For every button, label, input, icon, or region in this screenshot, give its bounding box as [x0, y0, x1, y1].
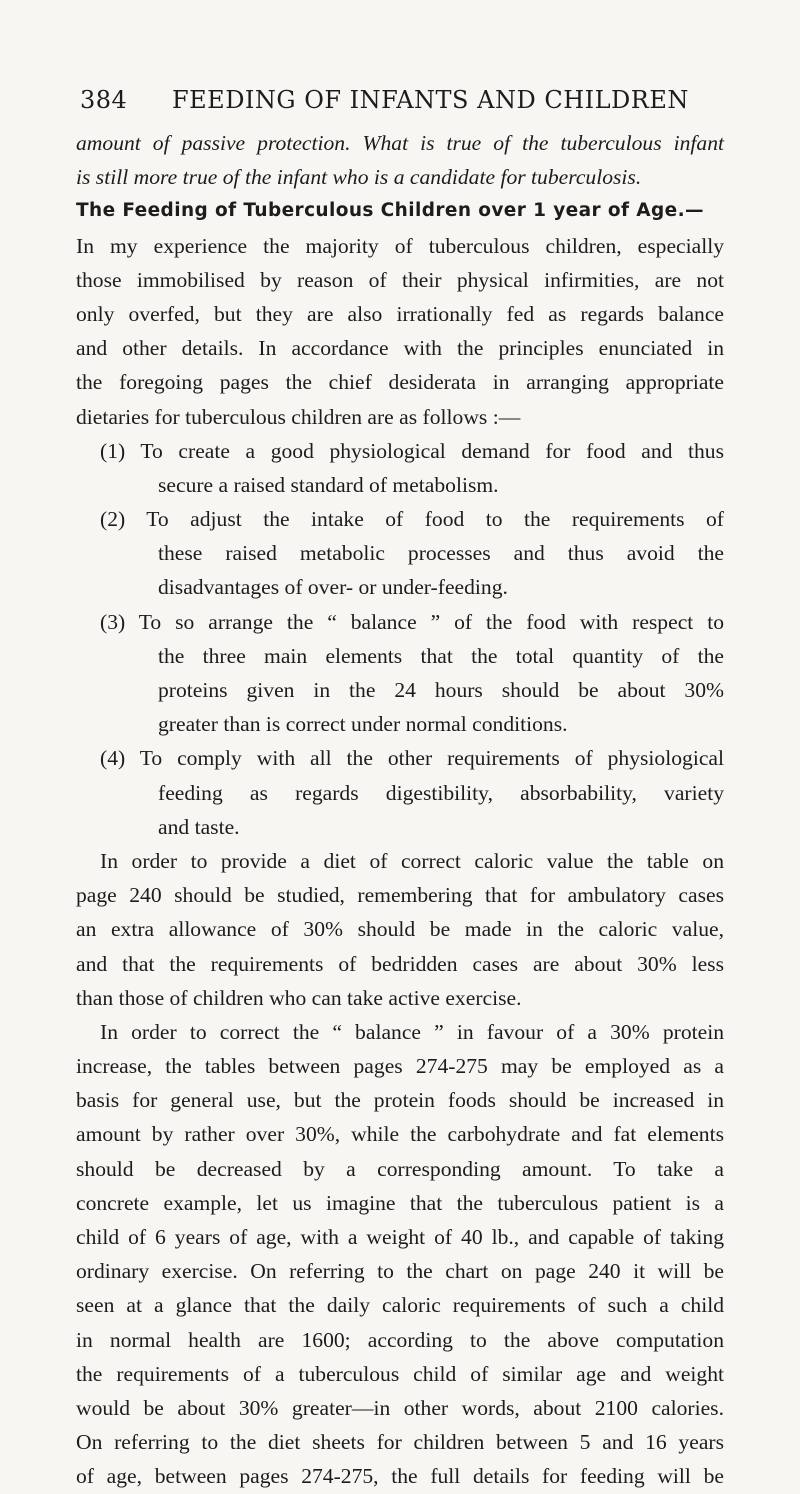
text-line: In order to provide a diet of correct caloric value the table on [100, 848, 724, 873]
text-line: and other details. In accordance with the principles enunciated in [76, 336, 724, 361]
text-line: dietaries for tuberculous children are as follows :— [76, 404, 521, 429]
text-line: would be about 30% greater—in other words, about 2100 calories. [76, 1395, 724, 1420]
page-header [80, 86, 720, 114]
list-item-2: (2) To adjust the intake of food to the requirements of [100, 507, 724, 532]
page-number: 384 [80, 86, 128, 114]
text-line: ordinary exercise. On referring to the chart on page 240 it will be [76, 1259, 724, 1284]
text-line: In my experience the majority of tuberculous children, especially [76, 233, 724, 258]
text-line: In order to correct the “ balance ” in favour of a 30% protein [100, 1019, 724, 1044]
text-line: amount of passive protection. What is true of the tuberculous infant [76, 131, 724, 155]
section-heading: The Feeding of Tuberculous Children over 1 year of Age.— [76, 200, 704, 222]
text-line: only overfed, but they are also irrationally fed as regards balance [76, 301, 724, 326]
text-line: On referring to the diet sheets for children between 5 and 16 years [76, 1430, 724, 1455]
text-line: the foregoing pages the chief desiderata in arranging appropriate [76, 370, 724, 395]
list-item-continuation: and taste. [158, 814, 240, 839]
text-line: increase, the tables between pages 274-275 may be employed as a [76, 1054, 724, 1079]
running-head: FEEDING OF INFANTS AND CHILDREN [172, 86, 689, 114]
text-line: an extra allowance of 30% should be made in the caloric value, [76, 917, 724, 942]
list-item-continuation: the three main elements that the total quantity of the [158, 643, 724, 668]
list-item-3: (3) To so arrange the “ balance ” of the food with respect to [100, 609, 724, 634]
list-item-1: (1) To create a good physiological demand for food and thus [100, 438, 724, 463]
list-item-continuation: secure a raised standard of metabolism. [158, 472, 499, 497]
text-line: than those of children who can take active exercise. [76, 985, 522, 1010]
list-item-4: (4) To comply with all the other requirements of physiological [100, 746, 724, 771]
text-line: child of 6 years of age, with a weight of 40 lb., and capable of taking [76, 1225, 724, 1249]
text-line: is still more true of the infant who is a candidate for tuberculosis. [76, 165, 642, 190]
list-item-continuation: these raised metabolic processes and thus avoid the [158, 541, 724, 566]
text-line: the requirements of a tuberculous child of similar age and weight [76, 1361, 724, 1386]
text-line: and that the requirements of bedridden cases are about 30% less [76, 951, 724, 976]
text-line: concrete example, let us imagine that the tuberculous patient is a [76, 1190, 724, 1215]
body-text [76, 126, 724, 1494]
list-item-continuation: disadvantages of over- or under-feeding. [158, 575, 508, 600]
text-line: page 240 should be studied, remembering that for ambulatory cases [76, 883, 724, 908]
text-line: of age, between pages 274-275, the full details for feeding will be [76, 1464, 724, 1489]
text-line: seen at a glance that the daily caloric requirements of such a child [76, 1293, 724, 1318]
text-line: those immobilised by reason of their physical infirmities, are not [76, 267, 724, 292]
list-item-continuation: feeding as regards digestibility, absorbability, variety [158, 780, 724, 805]
text-line: should be decreased by a corresponding amount. To take a [76, 1156, 724, 1181]
text-line: in normal health are 1600; according to the above computation [76, 1327, 724, 1352]
text-line: amount by rather over 30%, while the carbohydrate and fat elements [76, 1122, 724, 1147]
text-line: basis for general use, but the protein foods should be increased in [76, 1088, 724, 1113]
list-item-continuation: greater than is correct under normal conditions. [158, 712, 568, 737]
list-item-continuation: proteins given in the 24 hours should be about 30% [158, 678, 724, 702]
